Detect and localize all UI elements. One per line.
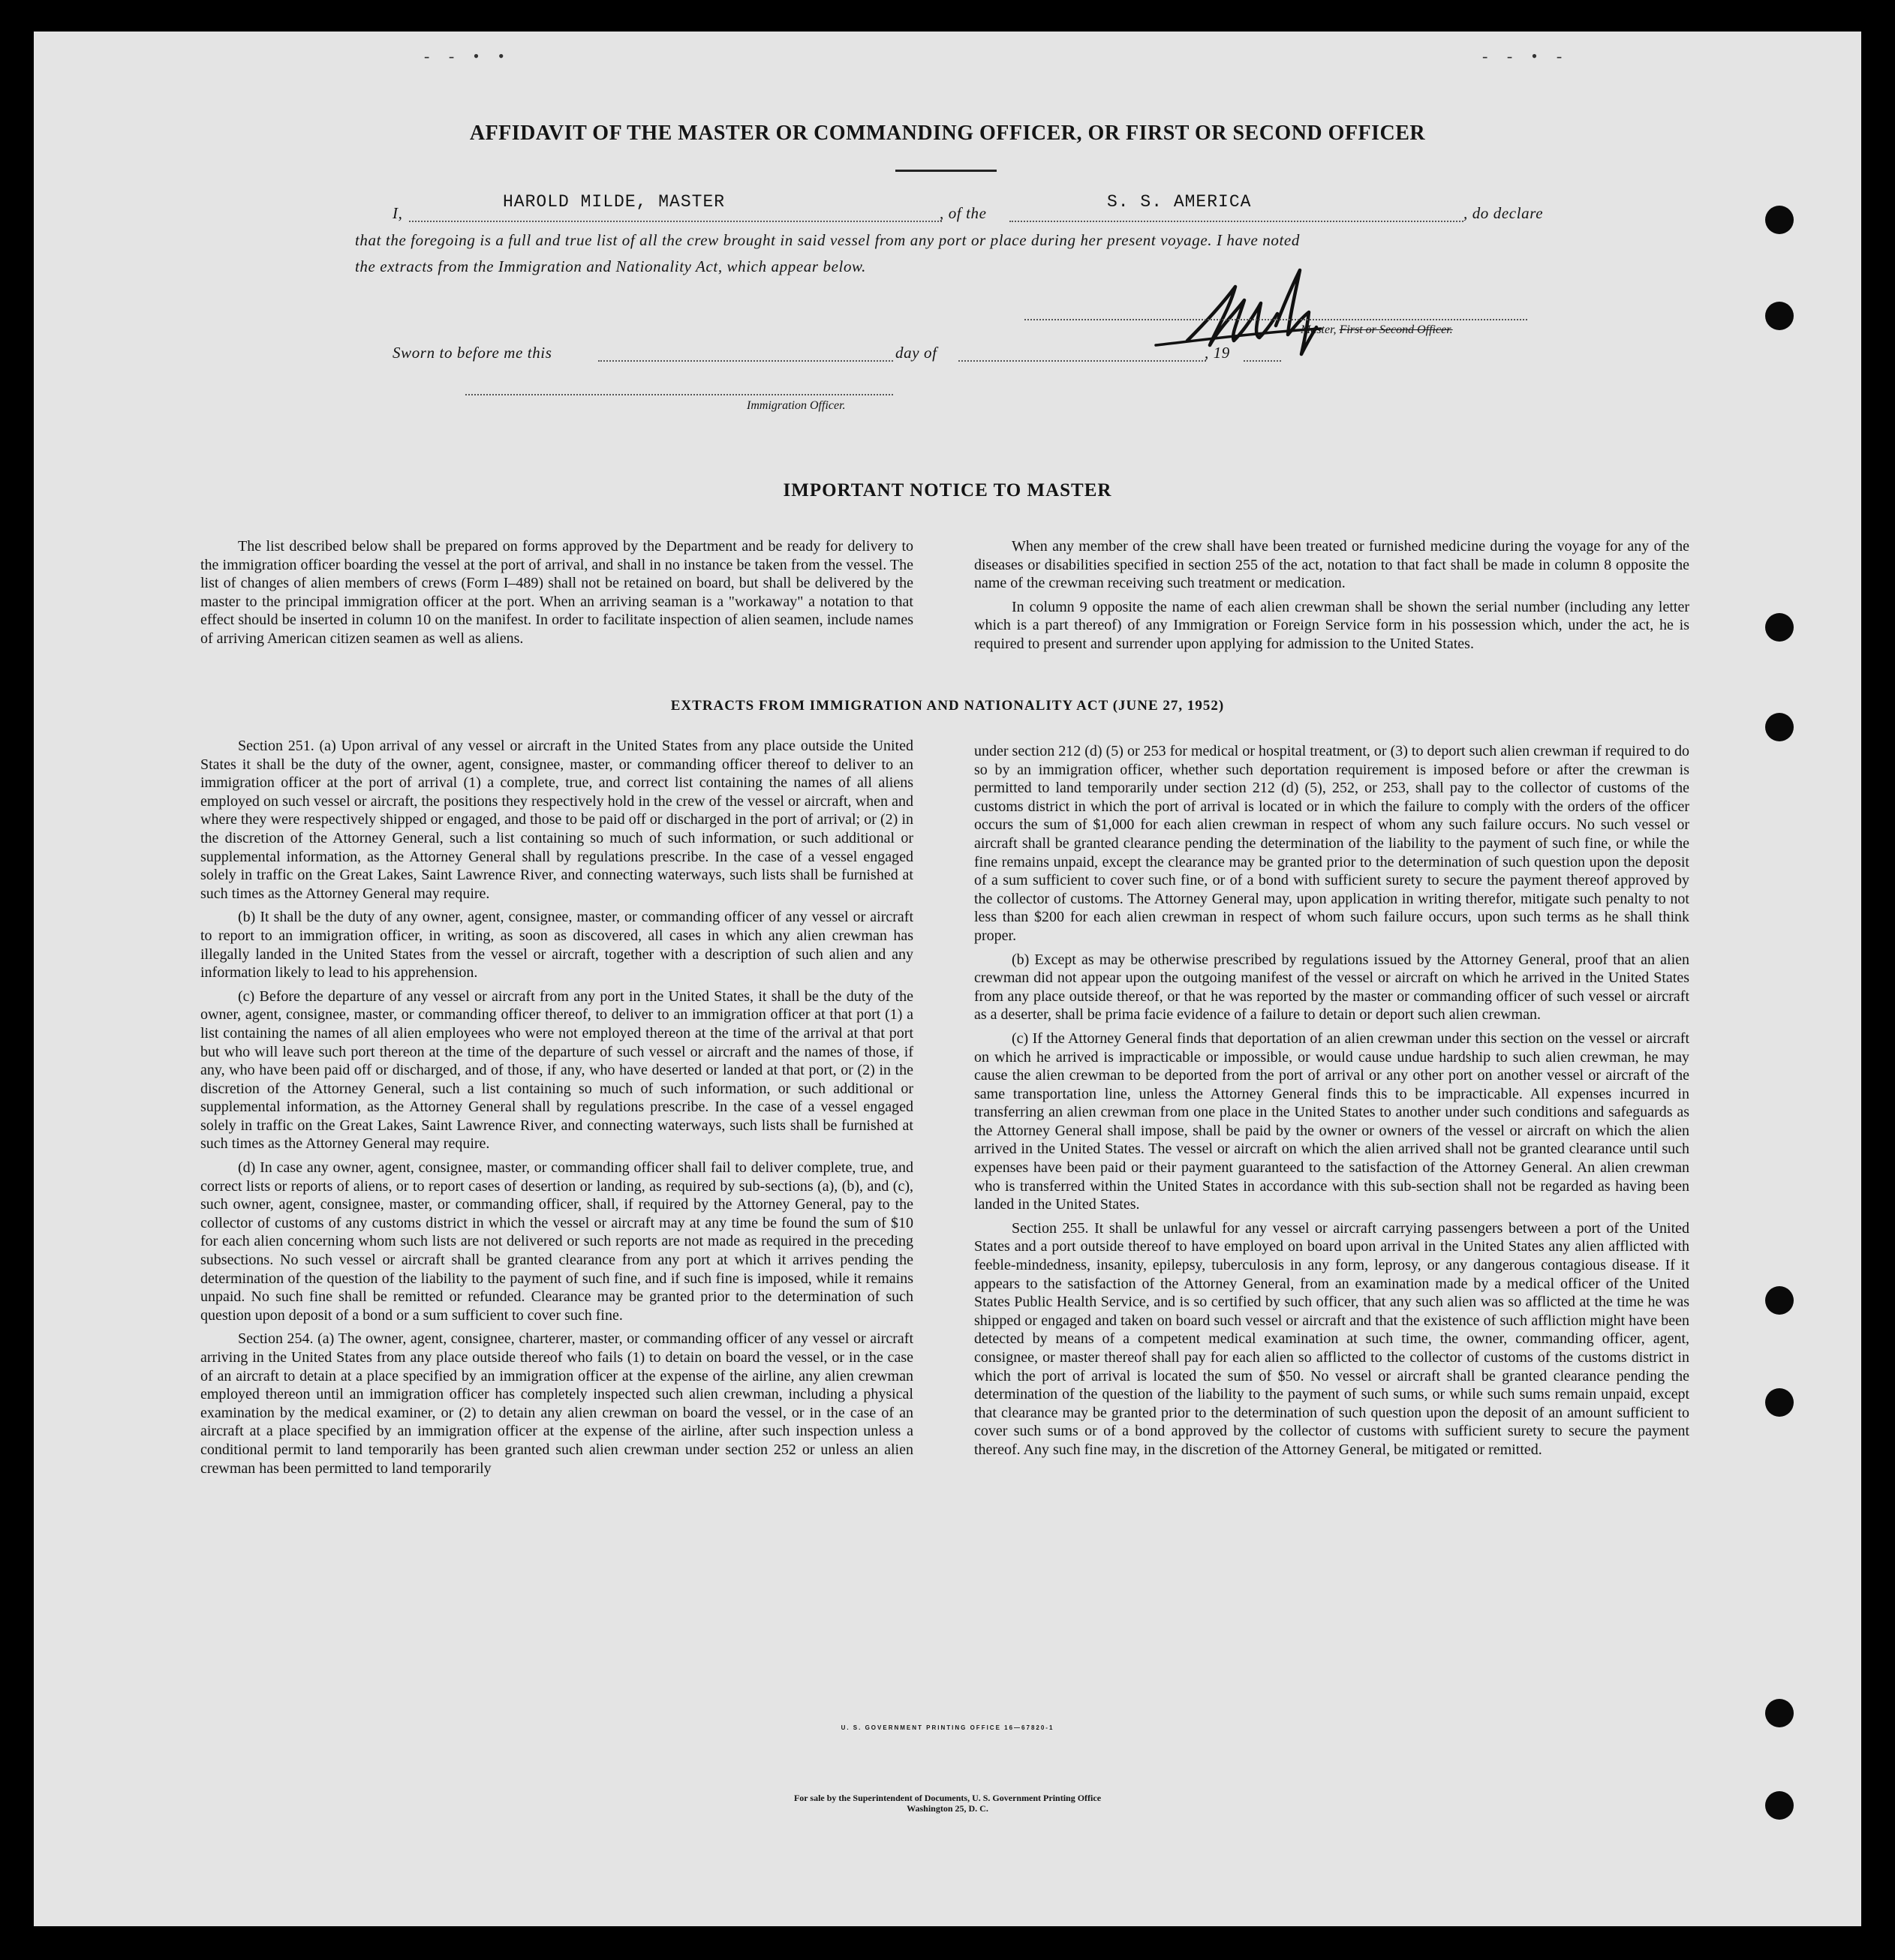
section-254a: Section 254. (a) The owner, agent, consignee, charterer, master, or commanding officer of any vessel or aircraft arriving in the United States from any place outside thereof who fails (1) to detain on board the vessel, or in the case of an aircraft to detain at a place specified by an immigration officer at the expense of the airline, any alien crewman employed thereon until an immigration officer has completely inspected such alien crewman, including a physical examination by the medical examiner, or (2) to detain any alien crewman on board the vessel, or in the case of an aircraft at a place specified by an immigration officer at the expense of the airline, after such inspection unless a conditional permit to land temporarily has been granted such alien crewman under section 252 or unless an alien crewman has been permitted to land temporarily (200, 1330, 913, 1477)
notice-paragraph: When any member of the crew shall have been treated or furnished medicine during the voyage for any of the diseases or disabilities specified in section 255 of the act, notation to that fact shall be made in column 8 opposite the name of the crewman receiving such treatment or medication. (974, 538, 1689, 592)
signature-line (1024, 319, 1527, 320)
vessel-name-field: S. S. AMERICA (1107, 192, 1252, 212)
title-rule (895, 170, 997, 172)
declaration-line-3: the extracts from the Immigration and Nationality Act, which appear below. (355, 257, 866, 275)
form-title: AFFIDAVIT OF THE MASTER OR COMMANDING OFFICER, OR FIRST OR SECOND OFFICER (469, 122, 1426, 145)
signature-caption-master: Master, (1301, 323, 1337, 336)
do-declare-label: , do declare (1463, 204, 1544, 222)
sale-line-1: For sale by the Superintendent of Documents, U. S. Government Printing Office (793, 1793, 1102, 1803)
immigration-officer-caption: Immigration Officer. (747, 399, 846, 412)
gpo-imprint: U. S. GOVERNMENT PRINTING OFFICE 16—67820-1 (841, 1724, 1054, 1731)
extracts-title: EXTRACTS FROM IMMIGRATION AND NATIONALITY ACT (JUNE 27, 1952) (670, 698, 1225, 714)
officer-signature-line (465, 394, 893, 395)
section-254b: (b) Except as may be otherwise prescribed by regulations issued by the Attorney General, proof that an alien crewman did not appear upon the outgoing manifest of the vessel or aircraft on which he arrived in the United States from any place outside thereof, or that he was reported by the master or commanding officer of such vessel or aircraft as a deserter, shall be prima facie evidence of a failure to detain or deport such alien crewman. (974, 951, 1689, 1024)
sworn-year-line (1244, 360, 1281, 362)
section-254c: (c) If the Attorney General finds that deportation of an alien crewman under this section on the vessel or aircraft on which he arrived is impracticable or impossible, or would cause undue hardship to such alien crewman, he may cause the alien crewman to be deported from the port of arrival or any other port on another vessel or aircraft of the same transportation line, unless the Attorney General finds this to be impracticable. All expenses incurred in transferring an alien crewman from one place in the United States to another under such conditions and safeguards as the Attorney General shall impose, shall be paid by the owner or owners of the vessel or aircraft on which the alien arrived in the United States. The vessel or aircraft on which the alien arrived shall not be granted clearance until such expenses have been paid or their payment guaranteed to the satisfaction of the Attorney General. An alien crewman who is transferred within the United States in accordance with this sub-section shall not be regarded as having been landed in the United States. (974, 1030, 1689, 1213)
binder-hole (1765, 1286, 1794, 1315)
vessel-field-line (1009, 221, 1463, 222)
notice-title: IMPORTANT NOTICE TO MASTER (783, 480, 1112, 501)
section-251b: (b) It shall be the duty of any owner, agent, consignee, master, or commanding officer of any vessel or aircraft to report to an immigration officer, in writing, as soon as discovered, all cases in which any alien crewman has illegally landed in the United States from the vessel or aircraft, together with a description of such alien and any information likely to lead to his apprehension. (200, 909, 913, 982)
extracts-right-column (974, 742, 1689, 1459)
binder-hole (1765, 613, 1794, 642)
year-prefix: , 19 (1205, 344, 1230, 362)
sworn-label: Sworn to before me this (393, 344, 552, 362)
signature-caption-struck: First or Second Officer. (1339, 323, 1453, 336)
master-name-field: HAROLD MILDE, MASTER (503, 192, 726, 212)
corner-dots-left: - - • • (424, 47, 512, 65)
binder-hole (1765, 1388, 1794, 1417)
sale-notice (34, 1793, 1861, 1814)
section-251d: (d) In case any owner, agent, consignee, master, or commanding officer shall fail to deliver complete, true, and correct lists or reports of aliens, or to report cases of desertion or landing, as required by sub-sections (a), (b), and (c), such owner, agent, consignee, master, or commanding officer, shall, if required by the Attorney General, pay to the collector of customs of any customs district in which the vessel or aircraft may at any time be found the sum of $10 for each alien concerning whom such lists are not delivered or such reports are not made as required in the preceding subsections. No such vessel or aircraft shall be granted clearance from any port at which it arrives pending the determination of the question of the liability to the payment of such fine, and if such fine is imposed, while it remains unpaid. No such fine shall be remitted or refunded. Clearance may be granted prior to the determination of such question upon deposit of a bond or a sum sufficient to cover such fine. (200, 1159, 913, 1324)
extracts-left-column (200, 737, 913, 1478)
sworn-month-line (958, 360, 1206, 362)
sworn-day-line (598, 360, 893, 362)
notice-right-column (974, 537, 1689, 654)
binder-hole (1765, 1791, 1794, 1820)
of-the-label: , of the (940, 204, 987, 222)
master-signature (1141, 257, 1366, 369)
affidavit-form-page (34, 32, 1861, 1926)
binder-hole (1765, 713, 1794, 741)
binder-hole (1765, 302, 1794, 330)
signature-caption (1301, 323, 1453, 337)
notice-paragraph: In column 9 opposite the name of each alien crewman shall be shown the serial number (including any letter which is a part thereof) of any Immigration or Foreign Service form in his possession which, under the act, he is required to present and surrender upon applying for admission to the United States. (974, 598, 1689, 652)
section-251c: (c) Before the departure of any vessel or aircraft from any port in the United States, it shall be the duty of the owner, agent, consignee, master, or commanding officer thereof, to deliver to an immigration officer at that port (1) a list containing the names of all alien employees who were not employed thereon at the time of the arrival at that port but who will leave such port thereon at the time of the departure of such vessel or aircraft and the names of those, if any, who have been paid off or discharged, and of those, if any, who have deserted or landed at that port, or (2) in the discretion of the Attorney General, such a list containing so much of such information, or such additional or supplemental information, as the Attorney General shall by regulations prescribe. In the case of a vessel engaged solely in traffic on the Great Lakes, Saint Lawrence River, and connecting waterways, such lists shall be furnished at such times as the Attorney General may require. (200, 988, 913, 1153)
day-of-label: day of (895, 344, 937, 362)
declaration-line-2: that the foregoing is a full and true list of all the crew brought in said vessel from any port or place during her present voyage. I have noted (355, 231, 1300, 249)
binder-hole (1765, 1699, 1794, 1727)
name-field-line (409, 221, 942, 222)
binder-hole (1765, 206, 1794, 234)
section-255: Section 255. It shall be unlawful for any vessel or aircraft carrying passengers between a port of the United States and a port outside thereof to have employed on board upon arrival in the United States any alien afflicted with feeble-mindedness, insanity, epilepsy, tuberculosis in any form, leprosy, or any dangerous contagious disease. If it appears to the satisfaction of the Attorney General, from an examination made by a medical officer of the United States Public Health Service, and is so certified by such officer, that any such alien was so afflicted at the time he was shipped or engaged and taken on board such vessel or aircraft and that the existence of such affliction might have been detected by means of a competent medical examination at such time, the owner, commanding officer, agent, consignee, or master thereof shall pay for each alien so afflicted to the collector of customs of the customs district in which the port of arrival is located the sum of $50. No vessel or aircraft shall be granted clearance pending the determination of the question of the liability to the payment of such sums, or while such sums remain unpaid, except that clearance may be granted prior to the determination of such question upon the deposit of an amount sufficient to cover such sums or of a bond approved by the collector of customs with sufficient surety to secure the payment thereof. Any such fine may, in the discretion of the Attorney General, be mitigated or remitted. (974, 1219, 1689, 1458)
corner-dots-right: - - • - (1482, 47, 1570, 65)
notice-paragraph: The list described below shall be prepared on forms approved by the Department and be ready for delivery to the immigration officer boarding the vessel at the port of arrival, and shall in no instance be taken from the vessel. The list of changes of alien members of crews (Form I–489) shall not be retained on board, but shall be delivered by the master to the principal immigration officer at the port. When an arriving seaman is a "workaway" a notation to that effect should be inserted in column 10 on the manifest. In order to facilitate inspection of alien seamen, include names of arriving American citizen seamen as well as aliens. (200, 538, 913, 647)
declaration-prefix: I, (393, 204, 403, 222)
sale-line-2: Washington 25, D. C. (907, 1803, 988, 1814)
notice-left-column (200, 537, 913, 648)
section-251a: Section 251. (a) Upon arrival of any vessel or aircraft in the United States from any place outside the United States it shall be the duty of the owner, agent, consignee, master, or commanding officer thereof to deliver to an immigration officer at the port of arrival (1) a complete, true, and correct list containing the names of all aliens employed on such vessel or aircraft, the positions they respectively hold in the crew of the vessel or aircraft, when and where they were respectively shipped or engaged, and those to be paid off or discharged in the port of arrival; or (2) in the discretion of the Attorney General, such a list containing so much of such information, or such additional or supplemental information, as the Attorney General shall by regulations prescribe. In the case of a vessel engaged solely in traffic on the Great Lakes, Saint Lawrence River, and connecting waterways, such lists shall be furnished at such times as the Attorney General may require. (200, 738, 913, 902)
section-254a-continued: under section 212 (d) (5) or 253 for medical or hospital treatment, or (3) to deport such alien crewman if required to do so by an immigration officer, whether such deportation requirement is imposed before or after the crewman is permitted to land temporarily under section 212 (d) (5), 252, or 253, shall pay to the collector of customs of the customs district in which the port of arrival is located or in which the failure to comply with the orders of the officer occurs the sum of $1,000 for each alien crewman in respect of whom any such failure occurs. No such vessel or aircraft shall be granted clearance pending the determination of the liability to the payment of such fine, or while the fine remains unpaid, except the clearance may be granted prior to the determination of such question upon the deposit of a sum sufficient to cover such fine, or of a bond with sufficient surety to secure the payment thereof approved by the collector of customs. The Attorney General may, upon application in writing therefor, mitigate such penalty to not less than $200 for each alien crewman in respect of whom such failure occurs, upon such terms as he shall think proper. (974, 743, 1689, 944)
